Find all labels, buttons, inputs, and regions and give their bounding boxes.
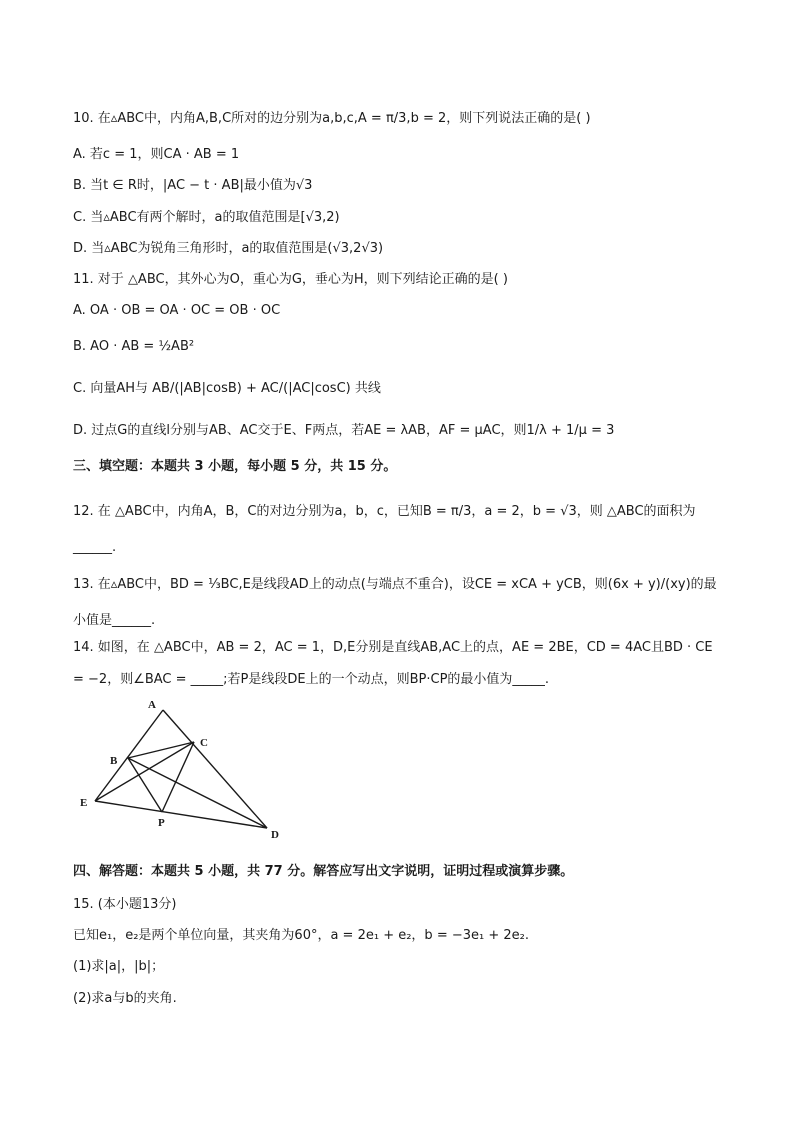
q10-option-c: [73, 209, 340, 227]
q11-option-a-text: A. OA · OB = OA · OC = OB · OC: [73, 303, 281, 318]
q11-stem-text: 11. 对于 △ABC，其外心为O，重心为G，垂心为H，则下列结论正确的是( ): [73, 272, 508, 287]
q11-option-d-text: D. 过点G的直线l分别与AB、AC交于E、F两点，若AE = λAB，AF = μAC，则1/λ + 1/μ = 3: [73, 423, 615, 438]
label-p: P: [158, 817, 165, 829]
section-4-heading-text: 四、解答题：本题共 5 小题，共 77 分。解答应写出文字说明，证明过程或演算步骤。: [73, 864, 574, 879]
label-b: B: [110, 755, 118, 767]
q10-option-d-text: D. 当▵ABC为锐角三角形时，a的取值范围是(√3,2√3): [73, 241, 384, 256]
q13: [73, 567, 723, 639]
q10-option-a-text: A. 若c = 1，则CA · AB = 1: [73, 147, 240, 162]
section-3-heading: [73, 458, 396, 476]
q15-title-text: 15. (本小题13分): [73, 897, 177, 912]
q15-title: [73, 896, 177, 914]
label-c: C: [200, 737, 208, 749]
q10-option-b-text: B. 当t ∈ R时，|AC − t · AB|最小值为√3: [73, 178, 313, 193]
segment-ec: [95, 742, 194, 801]
q15-part-2-text: (2)求a与b的夹角.: [73, 991, 177, 1006]
label-a: A: [148, 699, 156, 711]
q10-stem-text: 10. 在▵ABC中，内角A,B,C所对的边分别为a,b,c,A = π/3,b = 2，则下列说法正确的是( ): [73, 111, 591, 126]
q11-option-c: [73, 380, 381, 398]
label-e: E: [80, 797, 88, 809]
q11-option-c-text: C. 向量AH与 AB/(|AB|cosB) + AC/(|AC|cosC) 共线: [73, 381, 381, 396]
q15-part-1: [73, 958, 164, 976]
section-3-heading-text: 三、填空题：本题共 3 小题，每小题 5 分，共 15 分。: [73, 459, 397, 474]
q10-option-a: [73, 146, 239, 164]
q10-option-b: [73, 177, 312, 195]
q10-option-c-text: C. 当▵ABC有两个解时，a的取值范围是[√3,2): [73, 210, 340, 225]
q11-option-d: [73, 422, 614, 440]
segment-ae: [95, 710, 163, 801]
q15-body-text: 已知e₁，e₂是两个单位向量，其夹角为60°，a = 2e₁ + e₂，b = −3e₁ + 2e₂.: [73, 928, 529, 943]
q14: [73, 632, 723, 696]
q11-option-a: [73, 302, 280, 320]
q12: [73, 494, 723, 566]
q10-option-d: [73, 240, 383, 258]
q15-body: [73, 927, 529, 945]
q11-option-b-text: B. AO · AB = ½AB²: [73, 339, 195, 354]
q11-option-b: [73, 338, 194, 356]
q14-text: 14. 如图，在 △ABC中，AB = 2，AC = 1，D,E分别是直线AB,AC上的点，AE = 2BE，CD = 4AC且BD · CE = −2，则∠BAC = _____;若P是线段DE上的一个动点，则BP·CP的最小值为_____.: [73, 640, 713, 687]
q11-stem: [73, 271, 508, 289]
segment-ad: [163, 710, 267, 828]
q10-stem: [73, 110, 591, 128]
label-d: D: [271, 829, 279, 841]
q12-text: 12. 在 △ABC中，内角A，B，C的对边分别为a，b，c，已知B = π/3，a = 2，b = √3，则 △ABC的面积为______.: [73, 504, 696, 555]
q13-text: 13. 在▵ABC中，BD = ⅓BC,E是线段AD上的动点(与端点不重合)，设CE = xCA + yCB，则(6x + y)/(xy)的最小值是______.: [73, 577, 717, 628]
q15-part-1-text: (1)求|a|，|b|；: [73, 959, 165, 974]
section-4-heading: [73, 863, 573, 881]
q15-part-2: [73, 990, 177, 1008]
triangle-figure: [70, 692, 300, 842]
